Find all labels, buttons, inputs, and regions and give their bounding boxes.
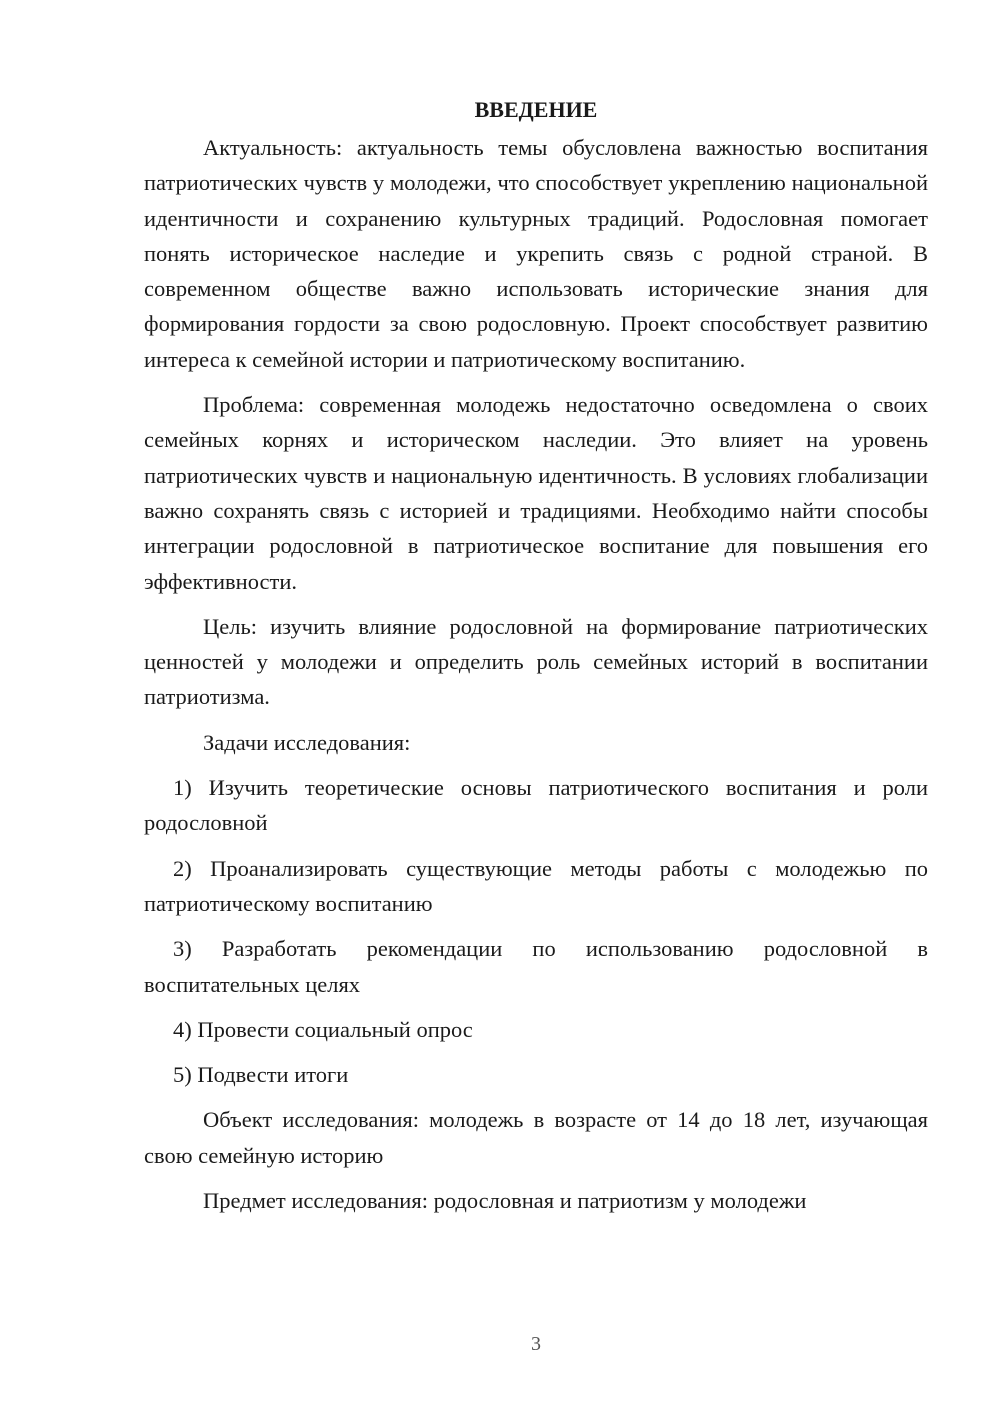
subject-paragraph: Предмет исследования: родословная и патриотизм у молодежи (203, 1188, 807, 1214)
task-item-2: 2) Проанализировать существующие методы работы с молодежью по патриотическому воспитанию (144, 855, 928, 916)
goal-paragraph: Цель: изучить влияние родословной на формирование патриотических ценностей у молодежи и определить роль семейных историй в воспитании патриотизма. (144, 613, 928, 710)
section-heading: ВВЕДЕНИЕ (474, 97, 598, 122)
task-item-3: 3) Разработать рекомендации по использованию родословной в воспитательных целях (144, 936, 928, 997)
problem-paragraph: Проблема: современная молодежь недостаточно осведомлена о своих семейных корнях и историческом наследии. Это влияет на уровень патриотических чувств и национальную идентичность. В условиях глобализации важно сохранять связь с историей и традициями. Необходимо найти способы интеграции родословной в патриотическое воспитание для повышения его эффективности. (144, 392, 928, 594)
relevance-paragraph: Актуальность: актуальность темы обусловлена важностью воспитания патриотических чувств у молодежи, что способствует укреплению национальной идентичности и сохранению культурных традиций. Родословная помогает понять историческое наследие и укрепить связь с родной страной. В современном обществе важно использовать исторические знания для формирования гордости за свою родословную. Проект способствует развитию интереса к семейной истории и патриотическому воспитанию. (144, 135, 928, 372)
page-number: 3 (531, 1333, 541, 1355)
task-item-1: 1) Изучить теоретические основы патриотического воспитания и роли родословной (144, 775, 928, 836)
tasks-label: Задачи исследования: (203, 729, 411, 755)
task-item-4: 4) Провести социальный опрос (173, 1016, 473, 1042)
task-item-5: 5) Подвести итоги (173, 1062, 349, 1088)
object-paragraph: Объект исследования: молодежь в возрасте от 14 до 18 лет, изучающая свою семейную историю (144, 1107, 928, 1168)
document-page (144, 92, 928, 1218)
